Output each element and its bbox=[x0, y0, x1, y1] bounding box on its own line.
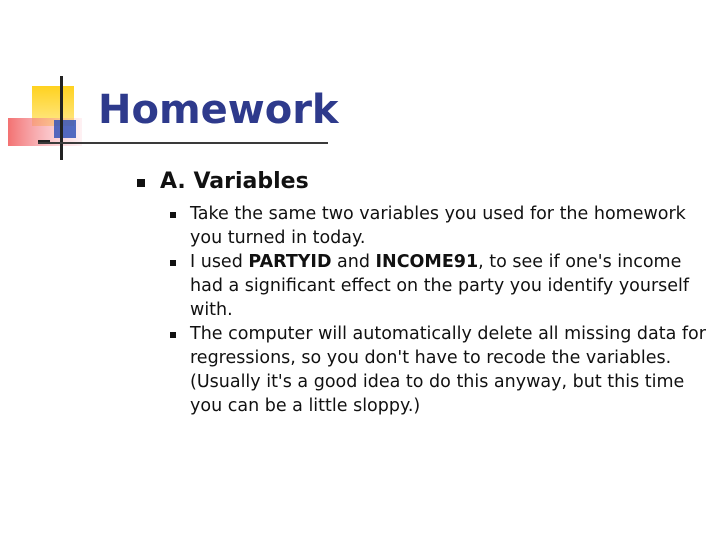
square-bullet-icon bbox=[170, 212, 176, 218]
square-bullet-icon bbox=[170, 332, 176, 338]
text-segment: and bbox=[331, 252, 376, 272]
sub-bullet-text bbox=[190, 252, 689, 320]
text-segment: I used bbox=[190, 252, 249, 272]
title-underline bbox=[38, 142, 328, 144]
variable-name: INCOME91 bbox=[375, 252, 479, 272]
text-segment: The computer will automatically delete all missing data for regressions, so you don't have to recode the variables. (Usually it's a good idea to do this anyway, but this time you can be a little sloppy.) bbox=[190, 324, 706, 416]
text-segment: , to see if one's income had a significant effect on the party you identify yourself with. bbox=[190, 252, 690, 320]
sub-bullet-item bbox=[170, 322, 710, 418]
sub-bullet-item bbox=[170, 250, 710, 322]
text-segment: Take the same two variables you used for the homework you turned in today. bbox=[190, 204, 686, 248]
sub-bullet-text bbox=[190, 324, 706, 416]
section-heading: A. Variables bbox=[160, 169, 309, 194]
sub-bullet-text bbox=[190, 204, 686, 248]
square-bullet-icon bbox=[137, 179, 145, 187]
sub-bullet-item bbox=[170, 202, 710, 250]
slide-logo-icon bbox=[8, 76, 108, 166]
slide-title: Homework bbox=[98, 87, 339, 133]
sub-bullet-list bbox=[170, 202, 710, 418]
square-bullet-icon bbox=[170, 260, 176, 266]
variable-name: PARTYID bbox=[248, 252, 332, 272]
